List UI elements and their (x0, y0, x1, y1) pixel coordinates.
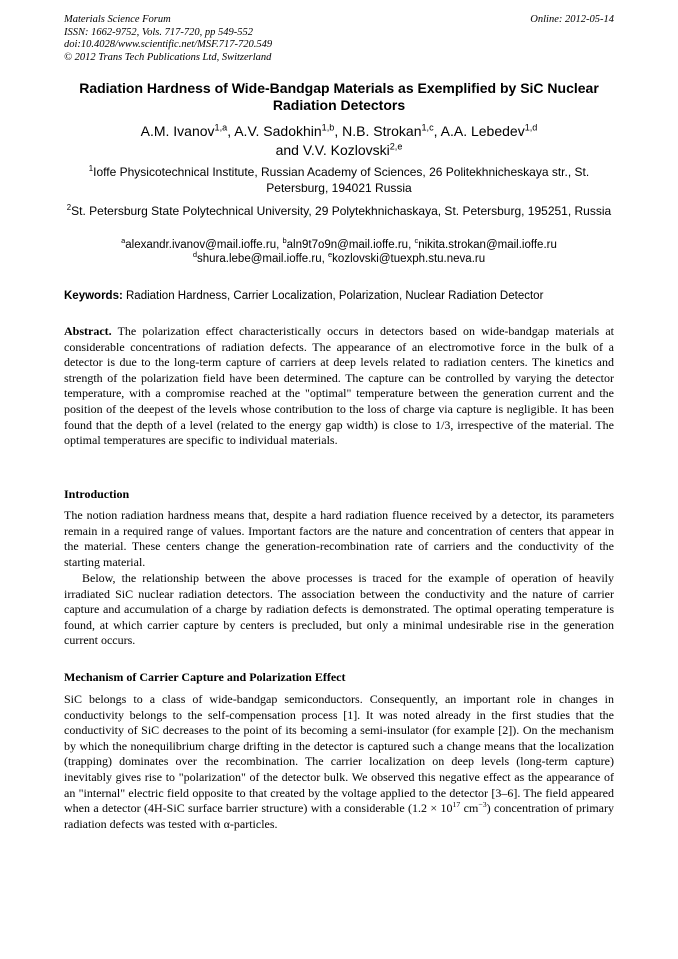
author-sup: 1,b (321, 122, 335, 133)
affiliation-1 (64, 165, 614, 196)
abstract (64, 324, 614, 449)
author-name: A.A. Lebedev (440, 123, 525, 139)
author-sup: 1,a (214, 122, 228, 133)
intro-paragraph-2: Below, the relationship between the above processes is traced for the example of operation of heavily irradiated SiC nuclear radiation detectors. The association between the conductivity and the nature of carrier capture and accumulation of a charge by radiation defects is demonstrated. The optimal operating temperature is found, at which carrier capture by centers is precluded, but only a minimal undesirable rise in the generation current occurs. (64, 571, 614, 648)
issn-line: ISSN: 1662-9752, Vols. 717-720, pp 549-552 (64, 26, 253, 38)
exponent: −3 (478, 800, 487, 810)
email-link[interactable]: kozlovski@tuexph.stu.neva.ru (332, 253, 486, 265)
author-name: A.V. Sadokhin (234, 123, 322, 139)
affiliation-2 (64, 204, 614, 220)
email-sup: c (414, 236, 419, 246)
section-heading-mechanism: Mechanism of Carrier Capture and Polarization Effect (64, 670, 346, 684)
email-sup: e (328, 250, 333, 260)
mechanism-text-end: ) concentration of primary radiation defects was tested with α-particles. (64, 801, 614, 831)
email-link[interactable]: aln9t7o9n@mail.ioffe.ru (286, 239, 409, 251)
author-sup: 1,d (524, 122, 538, 133)
email-list: $^a$alexandr.ivanov@mail.ioffe.ru, $^b$aln9t7o9n@mail.ioffe.ru, $^c$nikita.strokan@mail.ioffe.ru $^d$shura.lebe@mail.ioffe.ru, $^e$kozlovski@tuexph.stu.neva.ru (121, 236, 557, 265)
paper-title: Radiation Hardness of Wide-Bandgap Materials as Exemplified by SiC Nuclear Radiation Detectors (79, 80, 599, 113)
mechanism-unit: cm (460, 801, 479, 816)
keywords-text: Radiation Hardness, Carrier Localization, Polarization, Nuclear Radiation Detector (126, 290, 544, 302)
doi-line: doi:10.4028/www.scientific.net/MSF.717-720.549 (64, 39, 273, 50)
author-separator: , (334, 123, 343, 139)
page-header (64, 14, 614, 64)
abstract-text: The polarization effect characteristically occurs in detectors based on wide-bandgap materials at considerable concentrations of radiation defects. The appearance of an electromotive force in the bulk of a detector is due to the long-term capture of carriers at deep levels related to radiation centers. The kinetics and strength of the polarization field have been determined. The capture can be controlled by varying the detector temperature, with a compromise reached at the "optimal" temperature between the generation current and the position of the deepest of the levels whose contribution to the loss of charge via capture is negligible. It has been found that the depth of a level (related to the energy gap width) is close to 1/3, irrespective of the material. The optimal temperatures are specific to individual materials. (64, 324, 614, 448)
journal-name: Materials Science Forum (64, 14, 171, 25)
author-sup: 2,e (389, 141, 403, 152)
email-link[interactable]: alexandr.ivanov@mail.ioffe.ru (125, 239, 277, 251)
intro-paragraph-1: The notion radiation hardness means that, despite a hard radiation fluence received by a detector, its parameters remain in a required range of values. Important factors are the nature and concentration of centers that appear in the material. These centers change the generation-recombination rate of carriers and the conductivity of the starting material. (64, 508, 614, 569)
author-list: A.M. Ivanov$^{1,a}$, A.V. Sadokhin$^{1,b}$, N.B. Strokan$^{1,c}$, A.A. Lebedev$^{1,d}$ and V.V. Kozlovski$^{2,e}$ (140, 122, 538, 158)
abstract-label: Abstract. (64, 324, 112, 338)
affiliation-text: Ioffe Physicotechnical Institute, Russian Academy of Sciences, 26 Politekhnicheskaya str., St. Petersburg, 194021 Russia (93, 165, 590, 195)
affiliation-sup: 1 (88, 164, 94, 173)
author-sup: 1,c (421, 122, 434, 133)
keywords (64, 289, 614, 303)
exponent: 17 (452, 800, 461, 810)
keywords-label: Keywords: (64, 290, 123, 302)
email-link[interactable]: nikita.strokan@mail.ioffe.ru (418, 239, 557, 251)
author-name: N.B. Strokan (342, 123, 422, 139)
online-date: Online: 2012-05-14 (530, 14, 614, 25)
affiliation-text: St. Petersburg State Polytechnical University, 29 Polytekhnichaskaya, St. Petersburg, 195251, Russia (71, 204, 612, 218)
affiliation-sup: 2 (66, 203, 72, 212)
email-sup: a (121, 236, 126, 246)
mechanism-paragraph (64, 692, 614, 832)
email-link[interactable]: shura.lebe@mail.ioffe.ru (197, 253, 322, 265)
mechanism-text-start: SiC belongs to a class of wide-bandgap semiconductors. Consequently, an important role in changes in conductivity belongs to the self-compensation process [1]. It was noted already in the first studies that the conductivity of SiC decreases to the point of its becoming a semi-insulator (for example [2]). On the mechanism by which the nonequilibrium charge drifting in the detector is captured such a change means that the localization (trapping) dominates over the recombination. The carrier localization on deep levels (long-term capture) inevitably gives rise to "polarization" of the detector bulk. We observed this negative effect as the appearance of an "internal" electric field opposite to that created by the voltage applied to the detector [3–6]. The field appeared when a detector (4H-SiC surface barrier structure) with a considerable (1.2 × 10 (64, 692, 614, 816)
author-separator: , (227, 123, 235, 139)
author-name: V.V. Kozlovski (302, 142, 390, 158)
section-heading-introduction: Introduction (64, 487, 130, 501)
author-separator: , (433, 123, 441, 139)
copyright-line: © 2012 Trans Tech Publications Ltd, Switzerland (64, 51, 272, 63)
email-sup: b (282, 236, 287, 246)
author-name: A.M. Ivanov (140, 123, 215, 139)
email-sup: d (192, 250, 198, 260)
